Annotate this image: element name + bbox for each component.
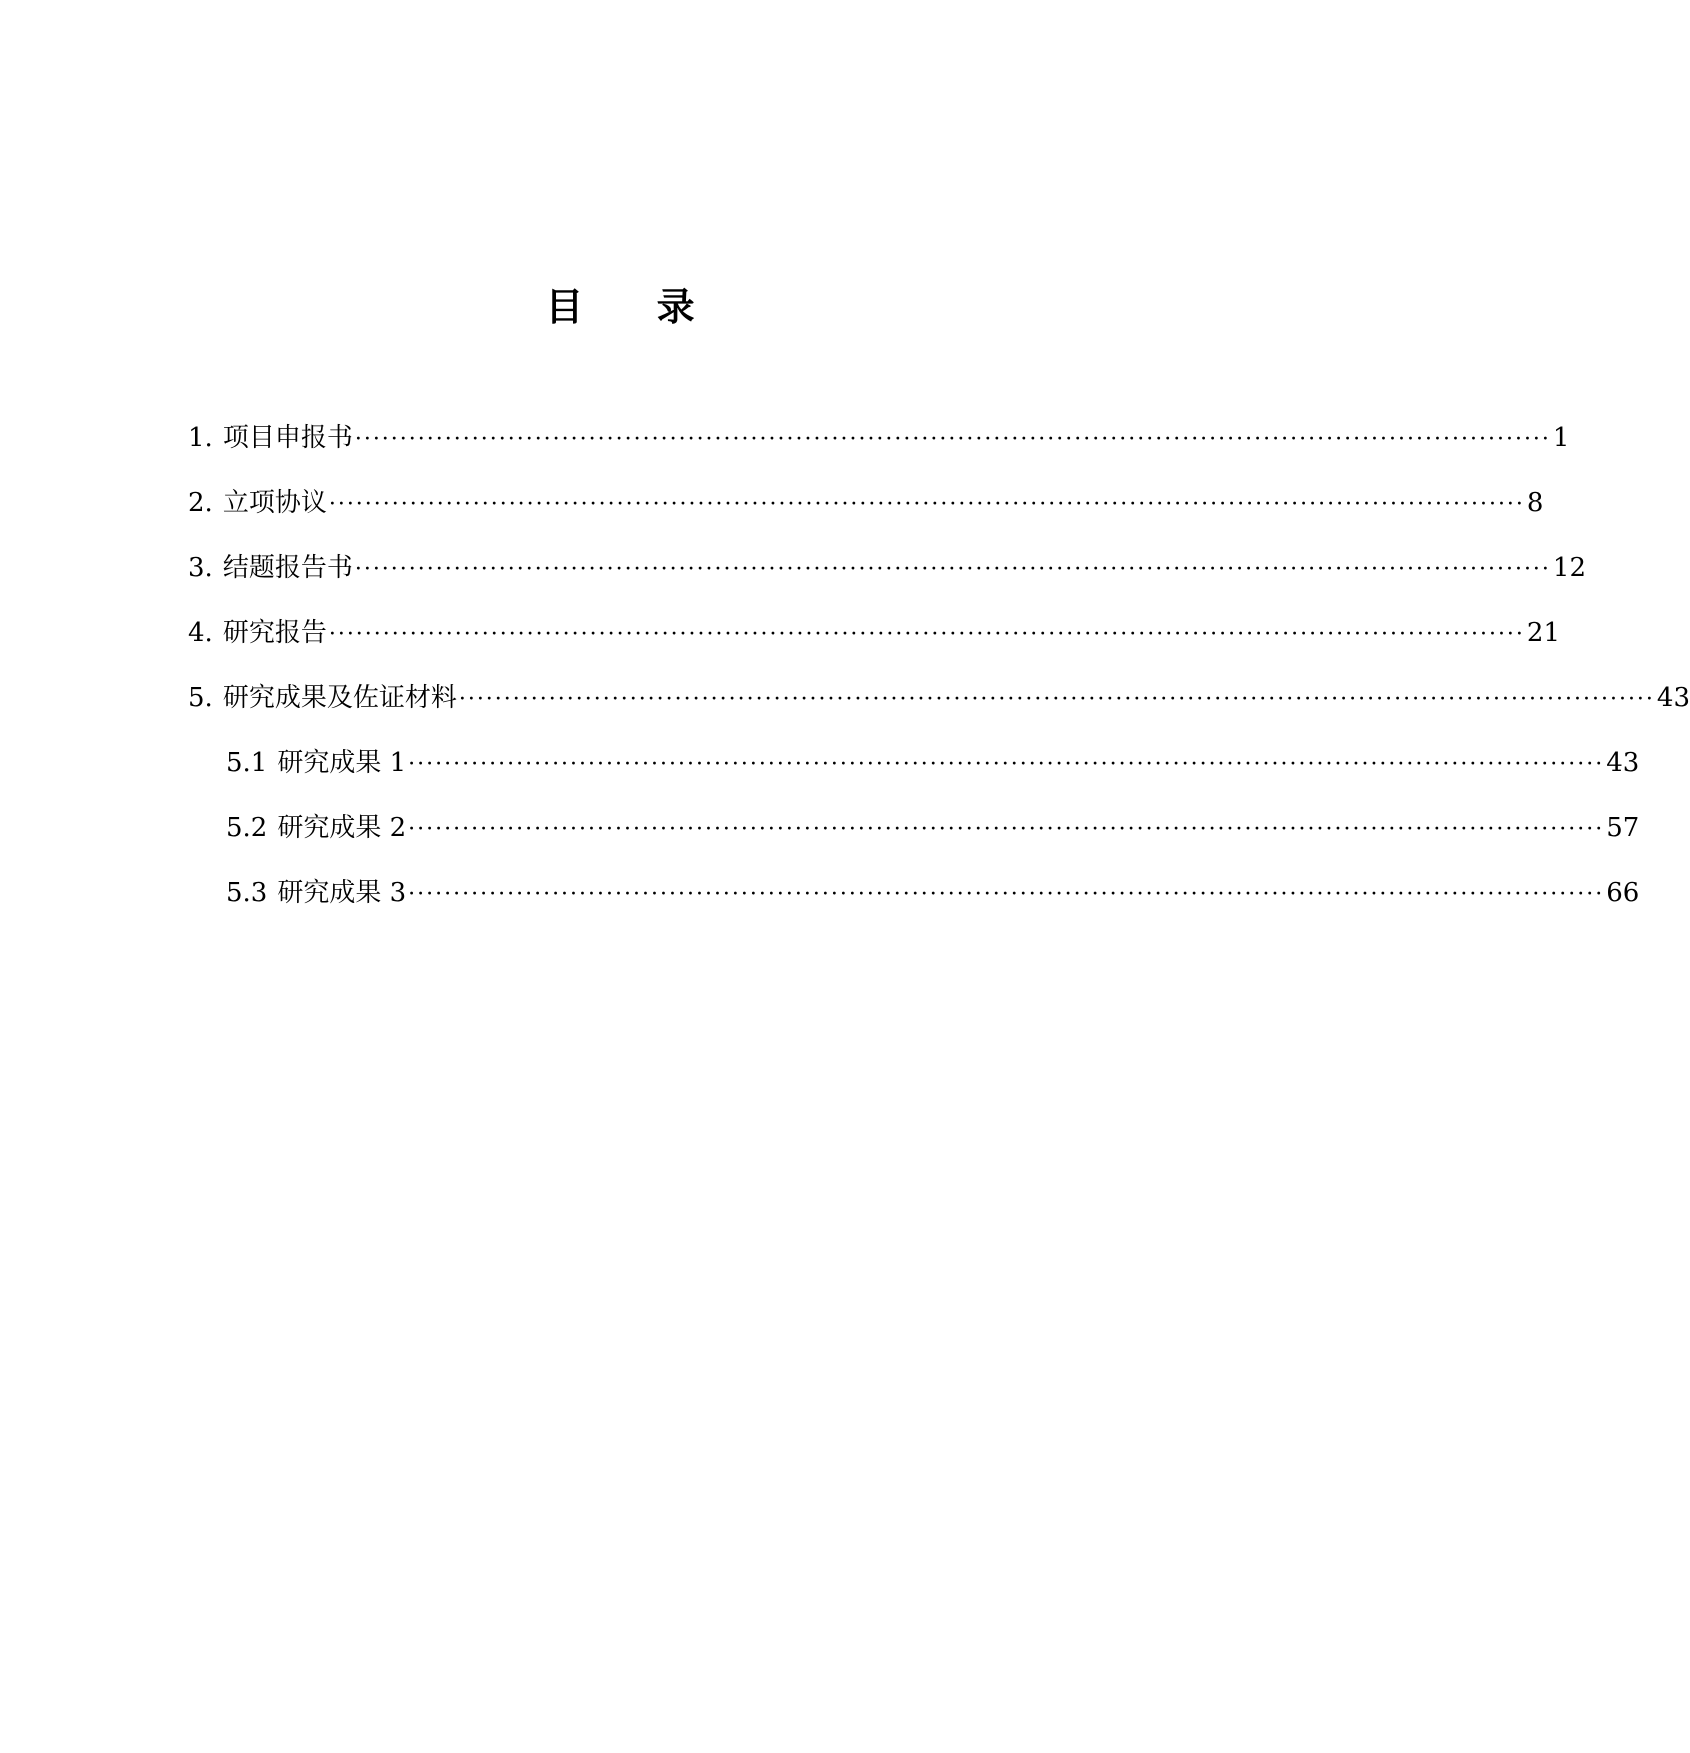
toc-entry-number: 5. bbox=[188, 683, 213, 713]
toc-entry-3[interactable] bbox=[188, 548, 1587, 588]
toc-entry-number: 5.2 bbox=[226, 813, 268, 843]
toc-entry-number: 5.1 bbox=[226, 748, 268, 778]
toc-entry-5-2[interactable] bbox=[226, 808, 1640, 848]
toc-entry-page: 1 bbox=[1552, 423, 1570, 453]
toc-entry-label: 结题报告书 bbox=[222, 553, 353, 583]
toc-entry-page: 43 bbox=[1656, 683, 1690, 713]
toc-entry-number: 1. bbox=[188, 423, 213, 453]
toc-entry-4[interactable] bbox=[188, 613, 1561, 653]
toc-entry-label: 立项协议 bbox=[222, 488, 327, 518]
toc-entry-label: 研究成果及佐证材料 bbox=[222, 683, 457, 713]
toc-dot-leader: ····································································································································· bbox=[408, 817, 1605, 842]
toc-entry-page: 21 bbox=[1526, 618, 1561, 648]
toc-dot-leader: ····································································································································· bbox=[458, 687, 1655, 712]
toc-entry-page: 8 bbox=[1526, 488, 1544, 518]
toc-dot-leader: ····································································································································· bbox=[354, 557, 1551, 582]
toc-entry-number: 4. bbox=[188, 618, 213, 648]
toc-entry-5[interactable] bbox=[188, 678, 1690, 718]
toc-entry-label: 项目申报书 bbox=[222, 423, 353, 453]
toc-entry-1[interactable] bbox=[188, 418, 1570, 458]
toc-dot-leader: ····································································································································· bbox=[328, 492, 1525, 517]
toc-entry-5-3[interactable] bbox=[226, 873, 1640, 913]
toc-entry-2[interactable] bbox=[188, 483, 1544, 523]
toc-entry-label: 研究成果 1 bbox=[277, 748, 407, 778]
page-title: 目 录 bbox=[545, 285, 725, 329]
toc-entry-number: 5.3 bbox=[226, 878, 268, 908]
toc-entry-number: 2. bbox=[188, 488, 213, 518]
toc-entry-5-1[interactable] bbox=[226, 743, 1640, 783]
toc-entry-page: 66 bbox=[1606, 878, 1640, 908]
toc-entry-number: 3. bbox=[188, 553, 213, 583]
toc-dot-leader: ····································································································································· bbox=[408, 752, 1605, 777]
toc-dot-leader: ····································································································································· bbox=[408, 882, 1605, 907]
toc-entry-label: 研究成果 2 bbox=[277, 813, 407, 843]
toc-entry-label: 研究成果 3 bbox=[277, 878, 407, 908]
toc-entry-page: 57 bbox=[1606, 813, 1640, 843]
toc-entry-label: 研究报告 bbox=[222, 618, 327, 648]
toc-dot-leader: ····································································································································· bbox=[354, 427, 1551, 452]
toc-entry-page: 43 bbox=[1606, 748, 1640, 778]
toc-dot-leader: ····································································································································· bbox=[328, 622, 1525, 647]
toc-entry-page: 12 bbox=[1552, 553, 1587, 583]
